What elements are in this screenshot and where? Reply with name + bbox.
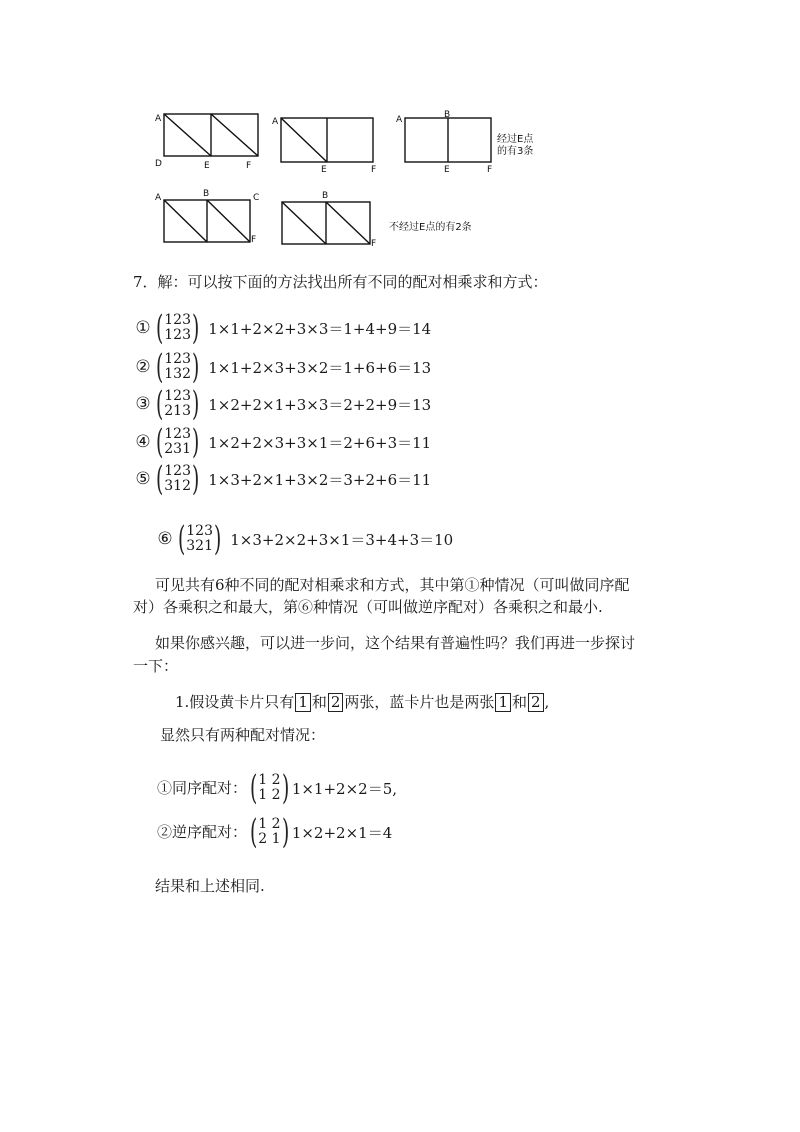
right-paren: ): [213, 519, 222, 559]
right-paren: ): [191, 422, 200, 462]
matrix-bottom: 2 1: [258, 831, 281, 847]
label-e: E: [204, 161, 210, 171]
label-f: F: [246, 161, 252, 171]
left-paren: (: [177, 519, 186, 559]
right-paren: ): [281, 812, 289, 852]
pairing-label: ①同序配对：: [157, 779, 248, 797]
label-f: F: [251, 235, 257, 245]
matrix-top: 123: [164, 312, 191, 328]
pairing-matrix: [164, 427, 191, 457]
equation-row: [133, 460, 431, 498]
assumption-line-2: 显然只有两种配对情况：: [160, 726, 326, 744]
pairing-matrix: [164, 352, 191, 382]
equation-expression: 1×3+2×2+3×1＝3+4+3＝10: [230, 530, 454, 549]
right-paren: ): [191, 384, 200, 424]
matrix-bottom: 231: [164, 441, 191, 457]
pairing-matrix: [258, 817, 280, 847]
right-paren: ): [191, 308, 200, 348]
label-f: F: [371, 165, 377, 175]
pairing-matrix: [258, 773, 280, 803]
matrix-top: 123: [186, 523, 213, 539]
figure-2: [272, 117, 376, 175]
equation-expression: 1×1+2×3+3×2＝1+6+6＝13: [208, 358, 432, 377]
matrix-top: 1 2: [258, 816, 281, 832]
conclusion-line-1: 可见共有6种不同的配对相乘求和方式，其中第①种情况（可叫做同序配: [155, 576, 630, 594]
label-f: F: [371, 239, 377, 249]
matrix-top: 1 2: [258, 772, 281, 788]
assumption-line-1: [175, 692, 549, 712]
right-paren: ): [191, 459, 200, 499]
figure-5: [282, 191, 472, 249]
label-b: B: [444, 110, 451, 120]
assumption-text-3: 两张，蓝卡片也是两张: [344, 693, 495, 711]
figure-1: [155, 114, 258, 171]
label-a: A: [396, 115, 403, 125]
label-e: E: [321, 165, 327, 175]
equation-expression: 1×3+2×1+3×2＝3+2+6＝11: [208, 470, 432, 489]
matrix-bottom: 123: [164, 327, 191, 343]
label-b: B: [322, 191, 329, 201]
right-paren: ): [281, 768, 289, 808]
equation-expression: 1×1+2×2+3×3＝1+4+9＝14: [208, 319, 432, 338]
left-paren: (: [250, 768, 258, 808]
pairing-matrix: [164, 389, 191, 419]
equation-marker: ④: [135, 432, 151, 452]
matrix-bottom: 312: [164, 478, 191, 494]
matrix-bottom: 1 2: [258, 787, 281, 803]
label-a: A: [272, 117, 279, 127]
equation-row: [133, 309, 431, 347]
figure-4: [155, 189, 259, 245]
further-line-1: 如果你感兴趣，可以进一步问，这个结果有普遍性吗？我们再进一步探讨: [155, 634, 636, 652]
assumption-text-1: 1.假设黄卡片只有: [175, 693, 295, 711]
right-paren: ): [191, 347, 200, 387]
label-e: E: [444, 165, 450, 175]
result-text: 结果和上述相同.: [155, 877, 265, 895]
pairing-expression: 1×2+2×1＝4: [291, 823, 393, 842]
left-paren: (: [155, 347, 164, 387]
pairing-label: ②逆序配对：: [157, 823, 248, 841]
pairing-same-order: [157, 769, 397, 807]
left-paren: (: [155, 384, 164, 424]
matrix-bottom: 321: [186, 538, 213, 554]
assumption-text-4: 和: [511, 693, 527, 711]
equation-marker: ⑤: [135, 469, 151, 489]
label-c: C: [253, 193, 260, 203]
left-paren: (: [155, 459, 164, 499]
assumption-text-2: 和: [311, 693, 327, 711]
left-paren: (: [155, 422, 164, 462]
card-box-1: 1: [295, 693, 311, 712]
equation-row: [133, 385, 431, 423]
card-box-3: 1: [495, 693, 511, 712]
pairing-matrix: [164, 313, 191, 343]
equation-row: [133, 348, 431, 386]
note-through-e-line1: 经过E点: [497, 134, 534, 145]
pairing-matrix: [164, 464, 191, 494]
label-a: A: [155, 193, 162, 203]
assumption-text-5: ,: [544, 693, 550, 711]
matrix-bottom: 213: [164, 403, 191, 419]
note-through-e-line2: 的有3条: [497, 146, 534, 157]
equation-marker: ①: [135, 318, 151, 338]
path-figures: [140, 100, 580, 260]
matrix-top: 123: [164, 351, 191, 367]
left-paren: (: [250, 812, 258, 852]
label-f: F: [487, 165, 493, 175]
further-line-2: 一下：: [133, 657, 179, 675]
pairing-reverse-order: [157, 813, 392, 851]
pairing-expression: 1×1+2×2＝5,: [291, 779, 398, 798]
equation-marker: ②: [135, 357, 151, 377]
equation-marker: ③: [135, 394, 151, 414]
label-d: D: [155, 159, 162, 169]
card-box-2: 2: [328, 693, 344, 712]
equation-row: [155, 520, 453, 558]
equation-expression: 1×2+2×1+3×3＝2+2+9＝13: [208, 395, 432, 414]
matrix-top: 123: [164, 388, 191, 404]
note-not-through-e: 不经过E点的有2条: [389, 222, 472, 233]
label-a: A: [155, 114, 162, 124]
label-b: B: [203, 189, 210, 199]
conclusion-line-2: 对）各乘积之和最大，第⑥种情况（可叫做逆序配对）各乘积之和最小.: [133, 598, 603, 616]
figure-3: [396, 110, 534, 175]
solution-heading: 7．解：可以按下面的方法找出所有不同的配对相乘求和方式：: [133, 273, 548, 291]
card-box-4: 2: [528, 693, 544, 712]
matrix-top: 123: [164, 463, 191, 479]
matrix-bottom: 132: [164, 366, 191, 382]
equation-row: [133, 423, 431, 461]
equation-marker: ⑥: [157, 529, 173, 549]
left-paren: (: [155, 308, 164, 348]
equation-expression: 1×2+2×3+3×1＝2+6+3＝11: [208, 433, 432, 452]
matrix-top: 123: [164, 426, 191, 442]
pairing-matrix: [186, 524, 213, 554]
